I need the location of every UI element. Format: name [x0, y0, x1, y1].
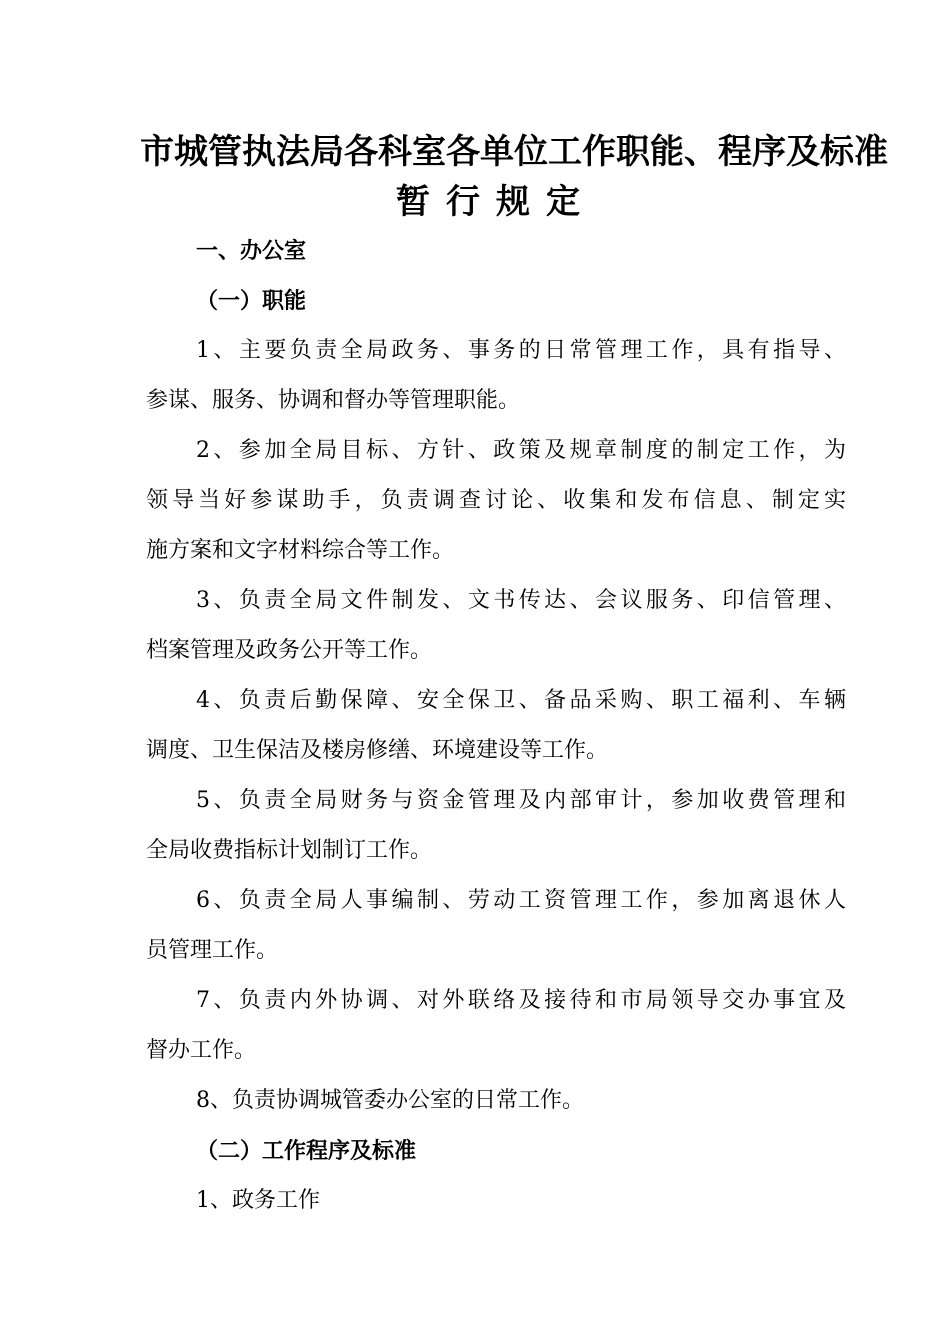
item-4-line-1: 4、负责后勤保障、安全保卫、备品采购、职工福利、车辆 [196, 688, 846, 713]
item-3-line-1: 3、负责全局文件制发、文书传达、会议服务、印信管理、 [196, 588, 846, 613]
item-2-line-3: 施方案和文字材料综合等工作。 [146, 538, 455, 563]
item-1-line-1: 1、主要负责全局政务、事务的日常管理工作，具有指导、 [196, 338, 846, 363]
document-title-line-1: 市城管执法局各科室各单位工作职能、程序及标准 [140, 132, 888, 172]
item-3-line-2: 档案管理及政务公开等工作。 [146, 638, 433, 663]
item-7-line-2: 督办工作。 [146, 1038, 257, 1063]
item-6-line-1: 6、负责全局人事编制、劳动工资管理工作，参加离退休人 [196, 888, 846, 913]
section-heading-office: 一、办公室 [196, 238, 307, 264]
item-5-line-2: 全局收费指标计划制订工作。 [146, 838, 433, 863]
item-8-line-1: 8、负责协调城管委办公室的日常工作。 [196, 1088, 584, 1113]
item-5-line-1: 5、负责全局财务与资金管理及内部审计，参加收费管理和 [196, 788, 846, 813]
item-6-line-2: 员管理工作。 [146, 938, 279, 963]
subsection-heading-procedures: （二）工作程序及标准 [196, 1138, 417, 1164]
item-2-line-1: 2、参加全局目标、方针、政策及规章制度的制定工作，为 [196, 438, 846, 463]
item-4-line-2: 调度、卫生保洁及楼房修缮、环境建设等工作。 [146, 738, 609, 763]
item-2-line-2: 领导当好参谋助手，负责调查讨论、收集和发布信息、制定实 [146, 488, 846, 513]
item-7-line-1: 7、负责内外协调、对外联络及接待和市局领导交办事宜及 [196, 988, 846, 1013]
subsection-heading-functions: （一）职能 [196, 288, 307, 314]
item-1-line-2: 参谋、服务、协调和督办等管理职能。 [146, 388, 521, 413]
document-title-line-2: 暂行规定 [396, 182, 596, 222]
procedure-item-1: 1、政务工作 [196, 1188, 320, 1213]
